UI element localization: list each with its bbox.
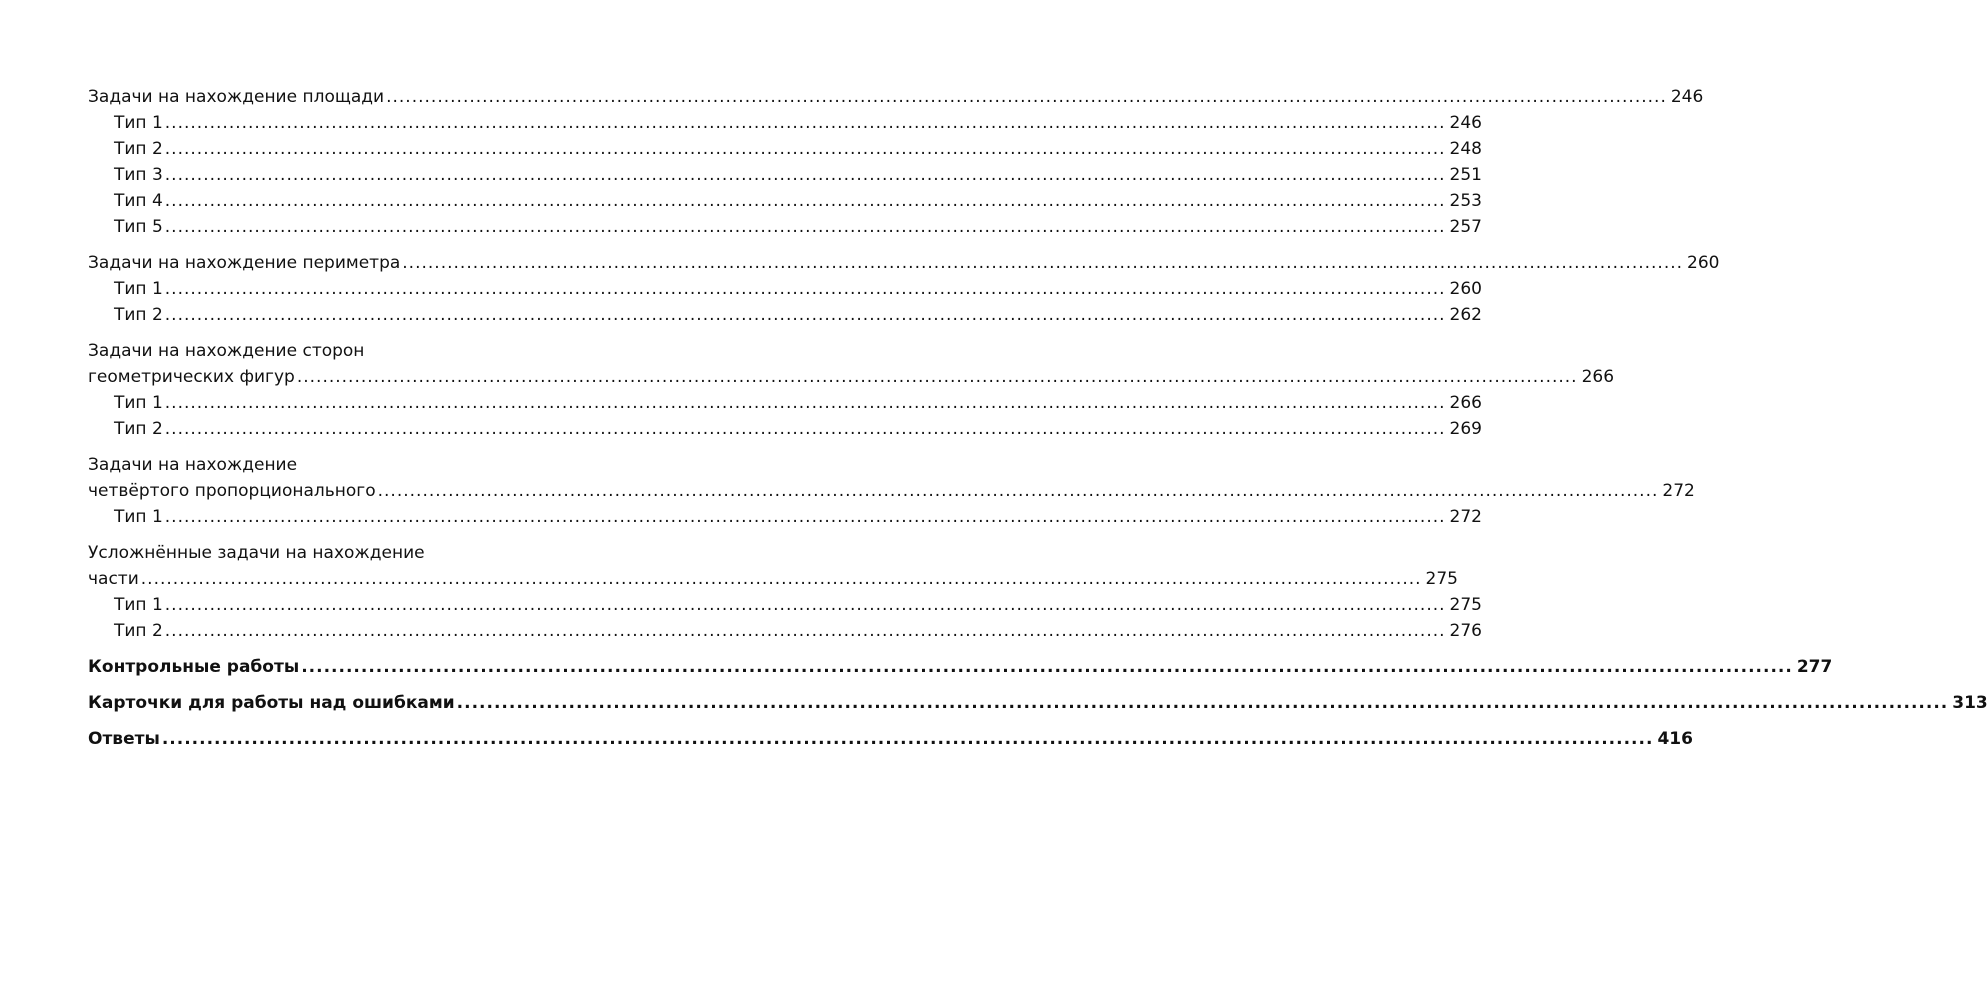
section-gap (88, 644, 548, 654)
toc-page-number: 272 (1662, 481, 1695, 501)
toc-page-number: 262 (1449, 305, 1482, 325)
toc-entry[interactable] (88, 364, 1615, 390)
toc-entry-title: Тип 5 (114, 217, 163, 237)
toc-page-number: 251 (1449, 165, 1482, 185)
toc-page-number: 272 (1449, 507, 1482, 527)
toc-entry[interactable] (88, 566, 1458, 592)
toc-page-number: 266 (1449, 393, 1482, 413)
toc-entry[interactable] (88, 654, 1833, 680)
dot-leader: ........................................................................................................................................................................................................ (164, 165, 1446, 185)
toc-page-number: 246 (1449, 113, 1482, 133)
dot-leader: ........................................................................................................................................................................................................ (377, 481, 1659, 501)
toc-subentry[interactable] (88, 276, 1482, 302)
toc-page-number: 257 (1449, 217, 1482, 237)
dot-leader: ........................................................................................................................................................................................................ (164, 139, 1446, 159)
toc-page-number: 260 (1687, 253, 1720, 273)
dot-leader: ........................................................................................................................................................................................................ (140, 569, 1422, 589)
toc-entry[interactable] (88, 726, 1693, 752)
toc-page-number: 276 (1449, 621, 1482, 641)
toc-entry[interactable] (88, 250, 1720, 276)
section-gap (88, 442, 548, 452)
dot-leader: ........................................................................................................................................................................................................ (402, 253, 1684, 273)
toc-entry-title: Тип 1 (114, 279, 163, 299)
toc-subentry[interactable] (88, 214, 1482, 240)
dot-leader: ........................................................................................................................................................................................................ (456, 693, 1949, 713)
toc-entry[interactable] (88, 338, 548, 364)
toc-entry-title: части (88, 569, 139, 589)
toc-subentry[interactable] (88, 110, 1482, 136)
toc-entry[interactable] (88, 452, 548, 478)
toc-entry-title: Задачи на нахождение периметра (88, 253, 401, 273)
dot-leader: ........................................................................................................................................................................................................ (296, 367, 1578, 387)
toc-entry-title: геометрических фигур (88, 367, 295, 387)
section-gap (88, 328, 548, 338)
dot-leader: ........................................................................................................................................................................................................ (164, 279, 1446, 299)
toc-subentry[interactable] (88, 592, 1482, 618)
toc-entry[interactable] (88, 478, 1695, 504)
dot-leader: ........................................................................................................................................................................................................ (164, 305, 1446, 325)
dot-leader: ........................................................................................................................................................................................................ (164, 191, 1446, 211)
toc-entry-title: Тип 2 (114, 139, 163, 159)
section-gap (88, 716, 548, 726)
dot-leader: ........................................................................................................................................................................................................ (386, 87, 1667, 107)
toc-subentry[interactable] (88, 136, 1482, 162)
toc-entry-title: Тип 2 (114, 419, 163, 439)
toc-entry-title: Тип 2 (114, 305, 163, 325)
dot-leader: ........................................................................................................................................................................................................ (164, 595, 1446, 615)
dot-leader: ........................................................................................................................................................................................................ (161, 729, 1654, 749)
toc-entry-title: Тип 4 (114, 191, 163, 211)
dot-leader: ........................................................................................................................................................................................................ (301, 657, 1793, 677)
toc-page-number: 275 (1449, 595, 1482, 615)
toc-subentry[interactable] (88, 504, 1482, 530)
toc-entry-title: Контрольные работы (88, 657, 300, 677)
toc-page-number: 416 (1657, 729, 1693, 749)
toc-entry-title: Тип 1 (114, 595, 163, 615)
toc-page-number: 246 (1670, 87, 1704, 107)
dot-leader: ........................................................................................................................................................................................................ (164, 113, 1446, 133)
dot-leader: ........................................................................................................................................................................................................ (164, 217, 1446, 237)
toc-entry-title: Задачи на нахождение сторон (88, 341, 365, 361)
section-gap (88, 530, 548, 540)
toc-entry-title: Тип 1 (114, 113, 163, 133)
toc-entry-title: Тип 2 (114, 621, 163, 641)
toc-entry[interactable] (88, 84, 1704, 110)
toc-page-number: 248 (1449, 139, 1482, 159)
toc-entry[interactable] (88, 690, 1988, 716)
toc-page-number: 277 (1796, 657, 1833, 677)
toc-entry-title: Задачи на нахождение площади (88, 87, 385, 107)
toc-page-number: 266 (1581, 367, 1615, 387)
toc-subentry[interactable] (88, 416, 1482, 442)
toc-entry-title: Карточки для работы над ошибками (88, 693, 455, 713)
toc-subentry[interactable] (88, 162, 1482, 188)
section-gap (88, 680, 548, 690)
toc-page-number: 275 (1425, 569, 1458, 589)
toc-page-number: 313 (1952, 693, 1988, 713)
section-gap (88, 240, 548, 250)
toc-subentry[interactable] (88, 390, 1482, 416)
dot-leader: ........................................................................................................................................................................................................ (164, 621, 1446, 641)
dot-leader: ........................................................................................................................................................................................................ (164, 393, 1446, 413)
toc-page-number: 253 (1449, 191, 1482, 211)
dot-leader: ........................................................................................................................................................................................................ (164, 419, 1446, 439)
toc-entry-title: Тип 1 (114, 507, 163, 527)
toc-page-number: 269 (1449, 419, 1482, 439)
table-of-contents (88, 84, 1988, 752)
toc-entry-title: Усложнённые задачи на нахождение (88, 543, 425, 563)
toc-subentry[interactable] (88, 618, 1482, 644)
toc-entry-title: четвёртого пропорционального (88, 481, 376, 501)
dot-leader: ........................................................................................................................................................................................................ (164, 507, 1446, 527)
toc-entry[interactable] (88, 540, 548, 566)
toc-subentry[interactable] (88, 188, 1482, 214)
toc-entry-title: Ответы (88, 729, 160, 749)
toc-subentry[interactable] (88, 302, 1482, 328)
toc-entry-title: Тип 3 (114, 165, 163, 185)
toc-entry-title: Тип 1 (114, 393, 163, 413)
toc-entry-title: Задачи на нахождение (88, 455, 298, 475)
toc-page-number: 260 (1449, 279, 1482, 299)
